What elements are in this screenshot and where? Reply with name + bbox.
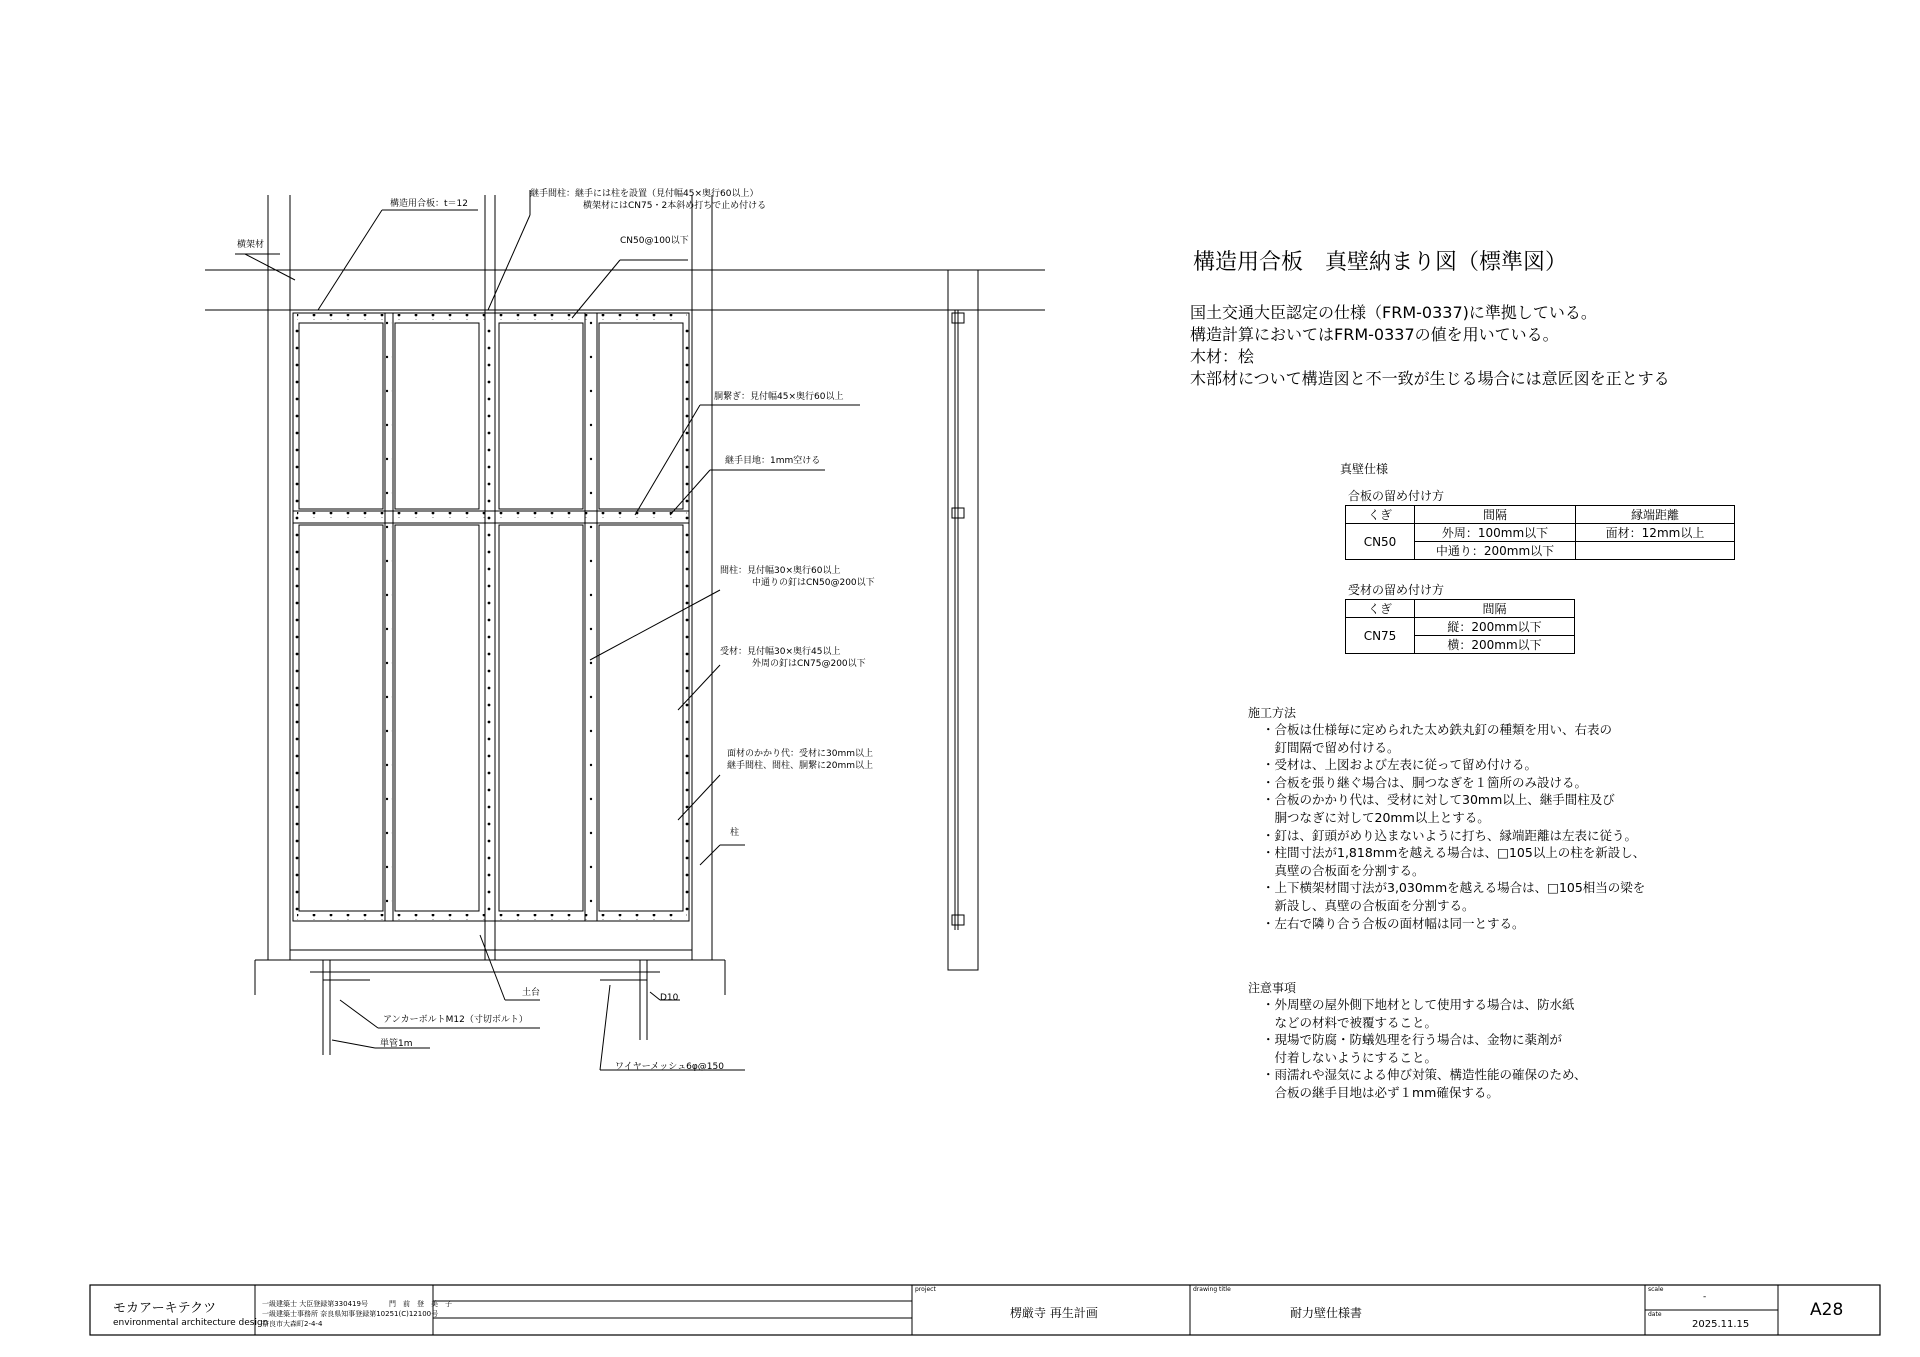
table2-caption: 受材の留め付け方 — [1348, 583, 1445, 597]
method-line: 胴つなぎに対して20mm以上とする。 — [1262, 809, 1490, 825]
th-spacing: 間隔 — [1415, 506, 1576, 524]
label-column: 柱 — [730, 828, 740, 838]
label-stud-2: 中通りの釘はCN50@200以下 — [752, 578, 875, 588]
method-line: 真壁の合板面を分割する。 — [1262, 862, 1425, 878]
sheet-heading: 構造用合板 真壁納まり図（標準図） — [1193, 250, 1568, 275]
firm-registration-2: 一級建築士事務所 奈良県知事登録第10251(C)12100号 — [262, 1310, 439, 1318]
th-spacing: 間隔 — [1415, 600, 1575, 618]
intro-block — [1190, 302, 1670, 390]
note-line: 合板の継手目地は必ず１mm確保する。 — [1262, 1084, 1499, 1100]
cell-spacing-h: 横：200mm以下 — [1415, 636, 1575, 654]
label-stud-1: 間柱：見付幅30×奥行60以上 — [720, 566, 841, 576]
note-line: ・外周壁の屋外側下地材として使用する場合は、防水紙 — [1262, 997, 1575, 1012]
intro-line: 木部材について構造図と不一致が生じる場合には意匠図を正とする — [1190, 369, 1670, 388]
firm-address: 奈良市大森町2-4-4 — [262, 1320, 323, 1328]
firm-registration-1: 一級建築士 大臣登録第330419号 門 前 登 美 子 — [262, 1300, 452, 1308]
cell-nail: CN75 — [1346, 618, 1415, 654]
note-line: などの材料で被覆すること。 — [1262, 1014, 1438, 1030]
nail-spec-table-plywood — [1345, 505, 1735, 560]
label-d10: D10 — [660, 993, 679, 1003]
method-line: ・柱間寸法が1,818mmを越える場合は、□105以上の柱を新設し、 — [1262, 845, 1646, 861]
intro-line: 木材：桧 — [1190, 347, 1255, 366]
method-line: 釘間隔で留め付ける。 — [1262, 739, 1400, 755]
label-plywood: 構造用合板：t＝12 — [390, 199, 468, 209]
label-pipe: 単管1m — [380, 1039, 413, 1049]
th-edge: 縁端距離 — [1576, 506, 1735, 524]
note-line: ・現場で防腐・防蟻処理を行う場合は、金物に薬剤が — [1262, 1032, 1563, 1048]
cell-nail: CN50 — [1346, 524, 1415, 560]
date-value: 2025.11.15 — [1692, 1319, 1750, 1330]
method-heading: 施工方法 — [1248, 706, 1297, 720]
method-line: ・合板は仕様毎に定められた太め鉄丸釘の種類を用い、右表の — [1262, 722, 1613, 737]
label-dotsunagi: 胴繋ぎ：見付幅45×奥行60以上 — [714, 392, 844, 402]
method-list — [1262, 721, 1645, 932]
label-sill: 土台 — [522, 988, 541, 998]
method-line: ・釘は、釘頭がめり込まないように打ち、縁端距離は左表に従う。 — [1262, 827, 1638, 843]
method-line: ・左右で隣り合う合板の面材幅は同一とする。 — [1262, 915, 1525, 931]
project-name: 楞厳寺 再生計画 — [1010, 1306, 1098, 1320]
nail-spec-table-receiver — [1345, 599, 1575, 654]
cell-edge: 面材：12mm以上 — [1576, 524, 1735, 542]
cell-spacing-v: 縦：200mm以下 — [1415, 618, 1575, 636]
label-anchor: アンカーボルトM12（寸切ボルト） — [383, 1015, 528, 1025]
label-receiver-2: 外周の釘はCN75@200以下 — [752, 659, 866, 669]
scale-label: scale — [1648, 1286, 1664, 1293]
method-line: ・合板のかかり代は、受材に対して30mm以上、継手間柱及び — [1262, 792, 1615, 808]
label-joint-gap: 継手目地：1mm空ける — [725, 456, 821, 466]
label-beam: 横架材 — [237, 240, 265, 250]
label-cn50: CN50@100以下 — [620, 236, 689, 246]
method-line: ・上下横架材間寸法が3,030mmを越える場合は、□105相当の梁を — [1262, 880, 1646, 896]
label-joint-post-1: 継手間柱：継手には柱を設置（見付幅45×奥行60以上） — [530, 189, 759, 199]
label-mesh: ワイヤーメッシュ6φ@150 — [615, 1062, 724, 1072]
scale-value: - — [1703, 1292, 1707, 1302]
notes-heading: 注意事項 — [1248, 981, 1297, 995]
cell-spacing-inner: 中通り：200mm以下 — [1415, 542, 1576, 560]
spec-heading: 真壁仕様 — [1340, 462, 1389, 476]
intro-line: 構造計算においてはFRM-0337の値を用いている。 — [1190, 325, 1559, 344]
drawing-title: 耐力壁仕様書 — [1290, 1306, 1363, 1320]
th-nail: くぎ — [1346, 506, 1415, 524]
sheet-number: A28 — [1810, 1300, 1844, 1320]
notes-list — [1262, 996, 1587, 1102]
drawing-title-label: drawing title — [1193, 1286, 1231, 1293]
label-overlap-1: 面材のかかり代：受材に30mm以上 — [727, 749, 873, 759]
note-line: ・雨濡れや湿気による伸び対策、構造性能の確保のため、 — [1262, 1067, 1587, 1083]
cell-spacing-outer: 外周：100mm以下 — [1415, 524, 1576, 542]
firm-subtitle: environmental architecture design — [113, 1318, 269, 1328]
label-receiver-1: 受材：見付幅30×奥行45以上 — [720, 647, 841, 657]
date-label: date — [1648, 1311, 1662, 1318]
method-line: ・合板を張り継ぐ場合は、胴つなぎを１箇所のみ設ける。 — [1262, 774, 1588, 790]
intro-line: 国土交通大臣認定の仕様（FRM-0337)に準拠している。 — [1190, 303, 1597, 322]
method-line: 新設し、真壁の合板面を分割する。 — [1262, 897, 1475, 913]
label-joint-post-2: 横架材にはCN75・2本斜め打ちで止め付ける — [583, 201, 767, 211]
method-line: ・受材は、上図および左表に従って留め付ける。 — [1262, 757, 1538, 773]
th-nail: くぎ — [1346, 600, 1415, 618]
firm-name: モカアーキテクツ — [113, 1301, 217, 1316]
table1-caption: 合板の留め付け方 — [1348, 489, 1445, 503]
project-label: project — [915, 1286, 936, 1293]
label-overlap-2: 継手間柱、間柱、胴繋に20mm以上 — [727, 761, 873, 771]
cell-empty — [1576, 542, 1735, 560]
note-line: 付着しないようにすること。 — [1262, 1049, 1438, 1065]
